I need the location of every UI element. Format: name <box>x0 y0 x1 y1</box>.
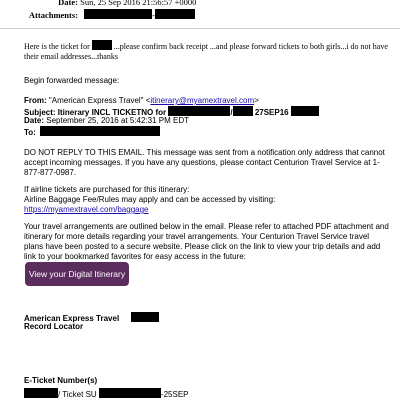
from-close: > <box>254 96 259 105</box>
attachments-separator: - <box>152 10 155 20</box>
subject-date: 27SEP16 <box>254 108 289 117</box>
redacted-name <box>92 40 112 50</box>
airline-line-1: If airline tickets are purchased for this itinerary: <box>24 185 190 194</box>
redacted-locator <box>131 312 159 322</box>
forwarded-date-value: September 25, 2016 at 5:42:31 PM EDT <box>46 116 189 125</box>
from-label: From: <box>24 96 47 105</box>
locator-company: American Express Travel <box>24 314 120 323</box>
attachments-label: Attachments: <box>28 10 78 20</box>
redacted-attachment-1 <box>84 9 152 19</box>
to-label: To: <box>24 128 36 137</box>
redacted-attachment-2 <box>155 9 195 19</box>
forwarded-date-row <box>24 116 394 126</box>
ticket-prefix: / Ticket SU <box>58 390 97 399</box>
subject-slash: / <box>230 108 233 117</box>
eticket-heading: E-Ticket Number(s) <box>24 376 98 385</box>
intro-text-2: ...please confirm back receipt ...and please forward tickets to both girls...i do not have their email addresses...thanks <box>24 42 388 61</box>
forwarded-date-label: Date: <box>24 116 45 125</box>
subject-label: Subject: <box>24 108 56 117</box>
eticket-row <box>24 388 394 400</box>
forwarded-from-row <box>24 96 394 106</box>
locator-line-2: Record Locator <box>24 322 84 331</box>
view-itinerary-button[interactable]: View your Digital Itinerary <box>25 262 129 286</box>
redacted-ticket-number <box>99 388 161 398</box>
forwarded-label: Begin forwarded message: <box>24 76 120 85</box>
redacted-subject-1 <box>168 106 233 117</box>
redacted-recipient <box>40 126 160 136</box>
baggage-link[interactable]: https://myamextravel.com/baggage <box>24 205 149 214</box>
from-name: "American Express Travel" < <box>48 96 151 105</box>
email-date-row <box>20 0 390 8</box>
attachments-row <box>20 9 390 21</box>
airline-line-2: Airline Baggage Fee/Rules may apply and can be accessed by visiting: <box>24 195 276 204</box>
header-divider <box>0 28 400 29</box>
forwarded-to-row <box>24 126 394 138</box>
subject-text: Itinerary INCL TICKETNO for <box>57 108 167 117</box>
intro-message <box>24 40 392 62</box>
ticket-suffix: -25SEP <box>160 390 189 399</box>
redacted-subject-2 <box>233 106 253 116</box>
from-email-link[interactable]: itinerary@myamextravel.com <box>150 96 255 105</box>
noreply-notice: DO NOT REPLY TO THIS EMAIL. This message was sent from a notification only address that cannot accept incoming messages. If you have any questions, please contact Centurion Travel Service at 1-877-877-0987. <box>24 148 385 177</box>
intro-text-1: Here is the ticket for <box>24 42 90 51</box>
arrangements-paragraph: Your travel arrangements are outlined below in the email. Please refer to attached PDF attachment and itinerary for more details regarding your travel arrangements. Your Centurion Travel Service travel plans have been posted to a secure website. Please click on the link to view your trip details and add link to your bookmarked favorites for easy access in the future: <box>24 222 389 261</box>
redacted-subject-3 <box>291 106 319 116</box>
redacted-passenger <box>24 388 58 398</box>
date-label: Date: <box>58 0 78 7</box>
date-value: Sun, 25 Sep 2016 21:56:57 +0000 <box>80 0 197 7</box>
